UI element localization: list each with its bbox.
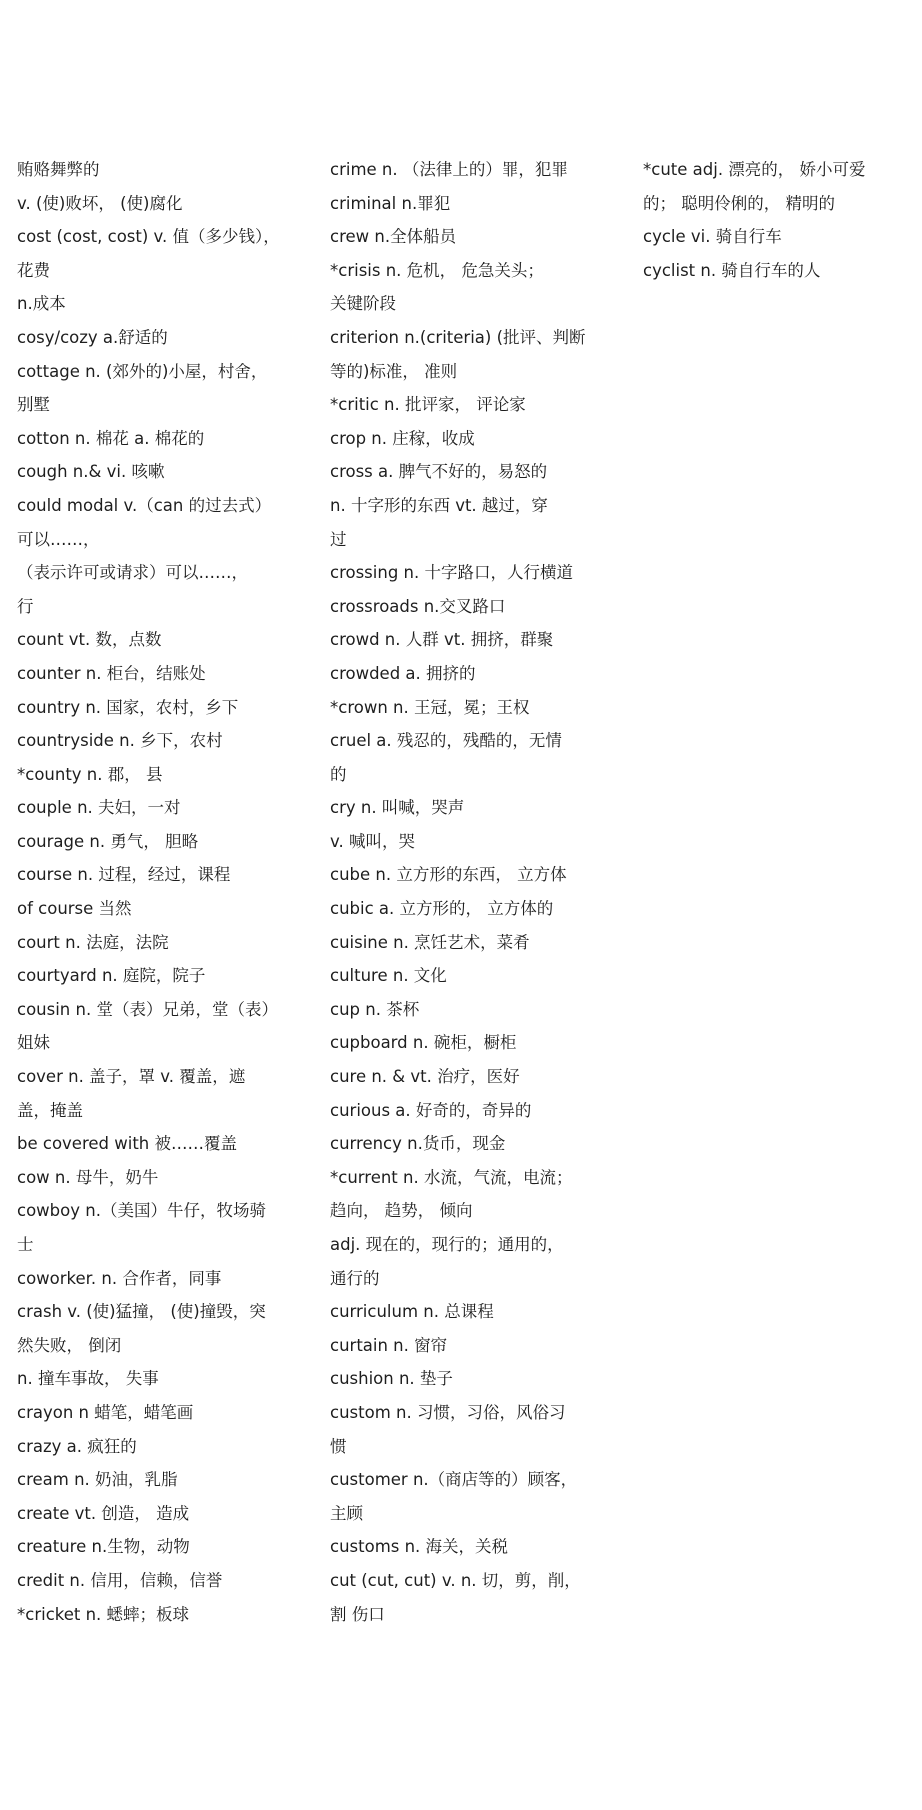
vocab-line: cottage n. (郊外的)小屋，村舍， — [17, 361, 268, 381]
vocab-line: crash v. (使)猛撞， (使)撞毁，突 — [17, 1302, 266, 1322]
vocab-line: crossing n. 十字路口，人行横道 — [330, 563, 573, 583]
vocab-line: n. 撞车事故， 失事 — [17, 1369, 159, 1389]
vocab-line: crazy a. 疯狂的 — [17, 1436, 137, 1456]
vocab-line: cotton n. 棉花 a. 棉花的 — [17, 428, 205, 448]
vocab-line: *current n. 水流，气流，电流； — [330, 1167, 573, 1187]
vocab-line: crayon n 蜡笔，蜡笔画 — [17, 1402, 194, 1422]
vocab-line: cyclist n. 骑自行车的人 — [643, 260, 821, 280]
vocab-line: courtyard n. 庭院，院子 — [17, 966, 206, 986]
vocab-line: 关键阶段 — [330, 294, 396, 314]
vocab-line: 惯 — [330, 1436, 347, 1456]
vocab-line: customer n.（商店等的）顾客， — [330, 1470, 578, 1490]
vocab-line: n.成本 — [17, 294, 66, 314]
vocab-line: 姐妹 — [17, 1033, 50, 1053]
vocab-line: 贿赂舞弊的 — [17, 160, 100, 179]
vocab-line: *cute adj. 漂亮的， 娇小可爱 — [643, 160, 866, 179]
vocab-line: *critic n. 批评家， 评论家 — [330, 395, 526, 415]
vocab-line: *crisis n. 危机， 危急关头； — [330, 260, 544, 280]
vocab-line: cup n. 茶杯 — [330, 999, 420, 1019]
vocab-line: crew n.全体船员 — [330, 227, 457, 247]
vocab-line: cousin n. 堂（表）兄弟，堂（表） — [17, 999, 278, 1019]
vocab-line: crossroads n.交叉路口 — [330, 596, 506, 616]
vocab-line: country n. 国家，农村，乡下 — [17, 697, 239, 717]
vocab-line: cry n. 叫喊，哭声 — [330, 798, 465, 818]
vocab-line: （表示许可或请求）可以……， — [17, 563, 248, 583]
vocab-line: 通行的 — [330, 1268, 380, 1288]
vocab-line: cost (cost, cost) v. 值（多少钱）， — [17, 227, 280, 247]
vocab-line: cube n. 立方形的东西， 立方体 — [330, 865, 567, 885]
vocab-line: of course 当然 — [17, 899, 132, 919]
vocab-line: curriculum n. 总课程 — [330, 1302, 494, 1322]
vocab-line: could modal v.（can 的过去式） — [17, 495, 272, 515]
vocab-line: cream n. 奶油，乳脂 — [17, 1470, 178, 1490]
vocab-line: cross a. 脾气不好的，易怒的 — [330, 462, 548, 482]
vocab-line: cowboy n.（美国）牛仔，牧场骑 — [17, 1201, 266, 1221]
vocab-line: culture n. 文化 — [330, 966, 447, 986]
vocab-line: cosy/cozy a.舒适的 — [17, 327, 168, 347]
vocab-line: be covered with 被……覆盖 — [17, 1134, 237, 1154]
vocab-line: couple n. 夫妇，一对 — [17, 798, 181, 818]
vocab-line: 割 伤口 — [330, 1604, 385, 1624]
vocab-line: cuisine n. 烹饪艺术，菜肴 — [330, 932, 530, 952]
vocab-line: countryside n. 乡下，农村 — [17, 731, 223, 751]
vocab-line: n. 十字形的东西 vt. 越过，穿 — [330, 495, 548, 515]
vocab-line: coworker. n. 合作者，同事 — [17, 1268, 222, 1288]
vocab-line: curious a. 好奇的，奇异的 — [330, 1100, 532, 1120]
column-3 — [643, 153, 915, 287]
vocab-line: crime n. （法律上的）罪，犯罪 — [330, 160, 568, 179]
vocab-line: cure n. & vt. 治疗，医好 — [330, 1067, 520, 1087]
vocab-line: counter n. 柜台，结账处 — [17, 663, 206, 683]
vocab-line: cycle vi. 骑自行车 — [643, 227, 782, 247]
vocab-line: 趋向， 趋势， 倾向 — [330, 1201, 473, 1221]
vocab-line: cruel a. 残忍的，残酷的，无情 — [330, 731, 562, 751]
vocab-line: cupboard n. 碗柜，橱柜 — [330, 1033, 517, 1053]
vocab-line: cover n. 盖子，罩 v. 覆盖，遮 — [17, 1067, 246, 1087]
column-2 — [330, 153, 608, 1631]
vocab-line: customs n. 海关，关税 — [330, 1537, 509, 1557]
vocab-line: 的 — [330, 764, 347, 784]
vocab-line: currency n.货币，现金 — [330, 1134, 506, 1154]
vocab-line: 的； 聪明伶俐的， 精明的 — [643, 193, 835, 213]
column-1 — [17, 153, 295, 1631]
vocab-line: create vt. 创造， 造成 — [17, 1503, 190, 1523]
vocab-line: *county n. 郡， 县 — [17, 764, 163, 784]
vocab-line: crop n. 庄稼，收成 — [330, 428, 475, 448]
vocab-line: 可以……， — [17, 529, 100, 549]
vocab-line: cow n. 母牛，奶牛 — [17, 1167, 159, 1187]
vocab-line: cut (cut, cut) v. n. 切，剪，削， — [330, 1570, 581, 1590]
vocab-line: 花费 — [17, 260, 50, 280]
vocab-line: cough n.& vi. 咳嗽 — [17, 462, 165, 482]
vocab-line: cubic a. 立方形的， 立方体的 — [330, 899, 554, 919]
vocab-line: curtain n. 窗帘 — [330, 1335, 448, 1355]
vocab-line: court n. 法庭，法院 — [17, 932, 169, 952]
vocab-line: v. 喊叫，哭 — [330, 831, 415, 851]
vocab-line: courage n. 勇气， 胆略 — [17, 831, 199, 851]
vocab-line: 行 — [17, 596, 34, 616]
vocab-line: crowd n. 人群 vt. 拥挤，群聚 — [330, 630, 554, 650]
vocab-line: custom n. 习惯，习俗，风俗习 — [330, 1402, 566, 1422]
vocab-line: *cricket n. 蟋蟀；板球 — [17, 1604, 190, 1624]
vocab-line: 等的)标准， 准则 — [330, 361, 458, 381]
vocab-line: 过 — [330, 529, 347, 549]
vocab-line: criterion n.(criteria) (批评、判断 — [330, 327, 586, 347]
vocab-line: 别墅 — [17, 395, 50, 415]
vocab-line: 盖，掩盖 — [17, 1100, 83, 1120]
vocab-line: criminal n.罪犯 — [330, 193, 451, 213]
vocab-line: crowded a. 拥挤的 — [330, 663, 476, 683]
vocab-line: adj. 现在的，现行的；通用的， — [330, 1235, 564, 1254]
vocab-line: 士 — [17, 1235, 34, 1254]
vocab-line: 主顾 — [330, 1503, 363, 1523]
vocab-line: v. (使)败坏， (使)腐化 — [17, 193, 183, 213]
vocab-line: *crown n. 王冠，冕；王权 — [330, 697, 530, 717]
vocab-line: course n. 过程，经过，课程 — [17, 865, 231, 885]
vocab-line: credit n. 信用，信赖，信誉 — [17, 1570, 223, 1590]
vocab-line: 然失败， 倒闭 — [17, 1335, 122, 1355]
vocab-line: count vt. 数，点数 — [17, 630, 162, 650]
vocab-line: cushion n. 垫子 — [330, 1369, 453, 1389]
vocab-line: creature n.生物，动物 — [17, 1537, 190, 1557]
